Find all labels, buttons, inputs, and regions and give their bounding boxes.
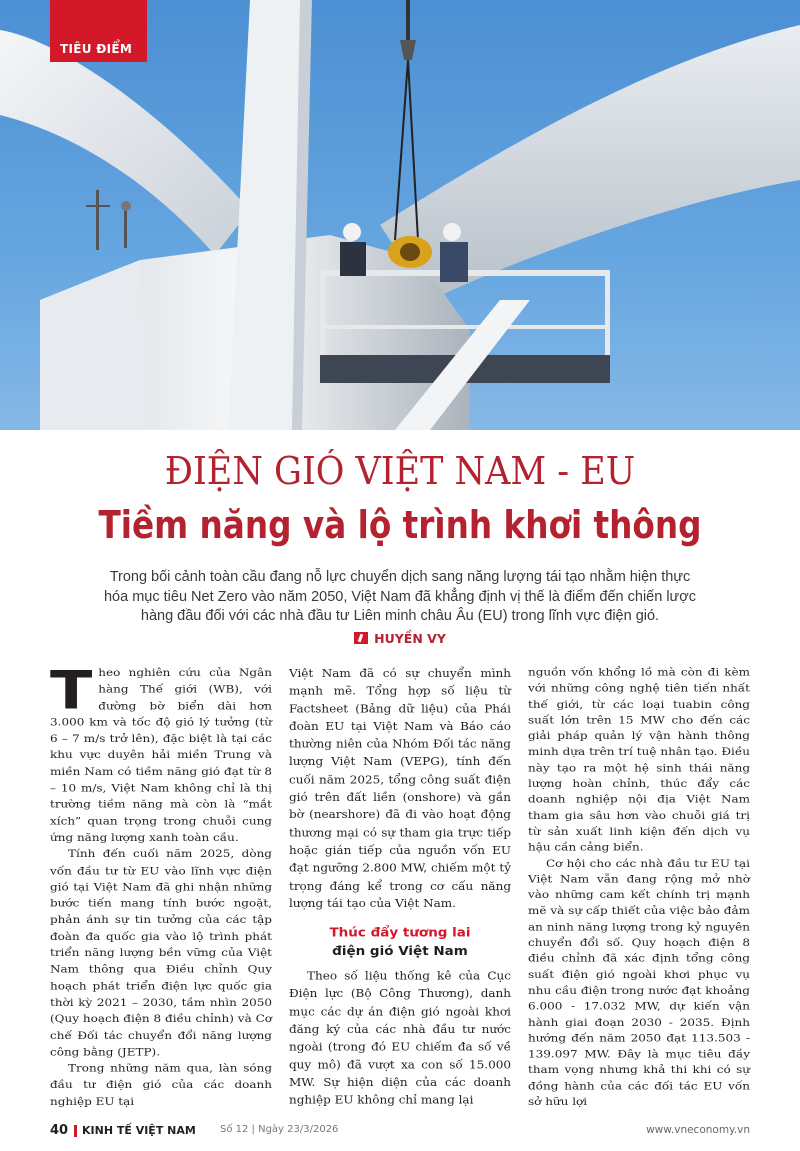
body-column-3 (528, 665, 750, 1110)
paragraph: Trong những năm qua, làn sóng đầu tư điện gió của các doanh nghiệp EU tại (50, 1062, 272, 1108)
article-title-line1: ĐIỆN GIÓ VIỆT NAM - EU (164, 449, 636, 493)
page-footer (50, 1123, 750, 1141)
article-author (0, 630, 800, 648)
subheading-line2: điện gió Việt Nam (332, 944, 468, 959)
article-sapo: Trong bối cảnh toàn cầu đang nỗ lực chuyển dịch sang năng lượng tái tạo nhằm hiện thực hóa mục tiêu Net Zero vào năm 2050, Việt Nam đã khẳng định vị thế là điểm đến chiến lược hàng đầu đối với các nhà đầu tư Liên minh châu Âu (EU) trong lĩnh vực điện gió. (103, 569, 697, 624)
author-name: HUYỀN VY (374, 631, 446, 646)
subheading-line1: Thúc đẩy tương lai (329, 925, 471, 941)
footer-divider (74, 1125, 77, 1137)
issue-info: Số 12 | Ngày 23/3/2026 (220, 1124, 339, 1135)
paragraph: Tính đến cuối năm 2025, dòng vốn đầu tư từ EU vào lĩnh vực điện gió tại Việt Nam đã ghi nhận những bước tiến mang tính bước ngoặt, phản ánh sự tin tưởng của các tập đoàn đa quốc gia vào lộ trình phát triển năng lượng bền vững của Việt Nam thông qua Điều chỉnh Quy hoạch phát triển điện lực quốc gia thời kỳ 2021 – 2030, tầm nhìn 2050 (Quy hoạch điện 8 điều chỉnh) và Cơ chế Đối tác chuyển đổi năng lượng công bằng (JETP). (50, 848, 272, 1058)
pen-icon (354, 632, 368, 644)
magazine-name: KINH TẾ VIỆT NAM (82, 1124, 196, 1137)
paragraph: Theo số liệu thống kê của Cục Điện lực (Bộ Công Thương), danh mục các dự án điện gió ngoài khơi đăng ký của các nhà đầu tư nước ngoài (trong đó EU chiếm đa số về quy mô) đã vượt xa con số 15.000 MW. Sự hiện diện của các doanh nghiệp EU không chỉ mang lại (289, 969, 511, 1107)
hero-photo (0, 0, 800, 430)
body-column-1 (50, 659, 272, 1110)
paragraph (50, 659, 272, 846)
paragraph: nguồn vốn khổng lồ mà còn đi kèm với những công nghệ tiên tiến nhất thế giới, từ các loại tuabin công suất lớn trên 15 MW cho đến các giải pháp quản lý vận hành thông minh dựa trên trí tuệ nhân tạo. Điều này tạo ra một hệ sinh thái năng lượng hoàn chỉnh, thúc đẩy các doanh nghiệp nội địa Việt Nam tham gia sâu hơn vào chuỗi giá trị từ sản xuất linh kiện đến dịch vụ hậu cần cảng biển. (528, 666, 750, 854)
paragraph: Việt Nam đã có sự chuyển mình mạnh mẽ. Tổng hợp số liệu từ Factsheet (Bảng dữ liệu) của Phái đoàn EU tại Việt Nam và Báo cáo thường niên của Nhóm Đối tác năng lượng Việt Nam (VEPG), tính đến cuối năm 2025, tổng công suất điện gió trên đất liền (onshore) và gần bờ (nearshore) đã đi vào hoạt động thương mại có sự tham gia trực tiếp hoặc gián tiếp của nguồn vốn EU đạt ngưỡng 2.800 MW, chiếm một tỷ trọng đáng kể trong cơ cấu năng lượng tái tạo của Việt Nam. (289, 666, 511, 910)
paragraph-text: heo nghiên cứu của Ngân hàng Thế giới (WB), với đường bờ biển dài hơn 3.000 km và tốc độ gió lý tưởng (từ 6 – 7 m/s trở lên), đặc biệt là tại các khu vực duyên hải miền Trung và miền Nam có tiềm năng gió đạt từ 8 – 10 m/s, Việt Nam không chỉ là thị trường tiềm năng mà còn là “mắt xích” quan trọng trong chuỗi cung ứng năng lượng xanh toàn cầu. (50, 666, 272, 844)
paragraph: Cơ hội cho các nhà đầu tư EU tại Việt Nam vẫn đang rộng mở nhờ vào những cam kết chính trị mạnh mẽ và sự cấp thiết của việc bảo đảm an ninh năng lượng trong kỷ nguyên chuyển đổi số. Quy hoạch điện 8 điều chỉnh đã xác định tổng công suất điện gió ngoài khơi phục vụ nhu cầu điện trong nước đạt khoảng 6.000 - 17.032 MW, dự kiến vận hành giai đoạn 2030 - 2035. Định hướng đến năm 2050 đạt 113.503 - 139.097 MW. Đây là mục tiêu đầy tham vọng nhưng khả thi khi có sự đồng hành của các đối tác EU vốn sở hữu lợi (528, 857, 750, 1108)
website-link[interactable]: www.vneconomy.vn (646, 1124, 750, 1136)
section-tag-label: TIÊU ĐIỂM (60, 42, 133, 56)
subheading (289, 924, 511, 961)
article-title-line2: Tiềm năng và lộ trình khơi thông (98, 503, 702, 547)
page-number: 40 (50, 1123, 69, 1138)
dropcap: T (50, 659, 93, 722)
section-tag[interactable] (50, 0, 147, 62)
wind-turbine-illustration (0, 0, 800, 430)
body-column-2 (289, 665, 511, 1110)
